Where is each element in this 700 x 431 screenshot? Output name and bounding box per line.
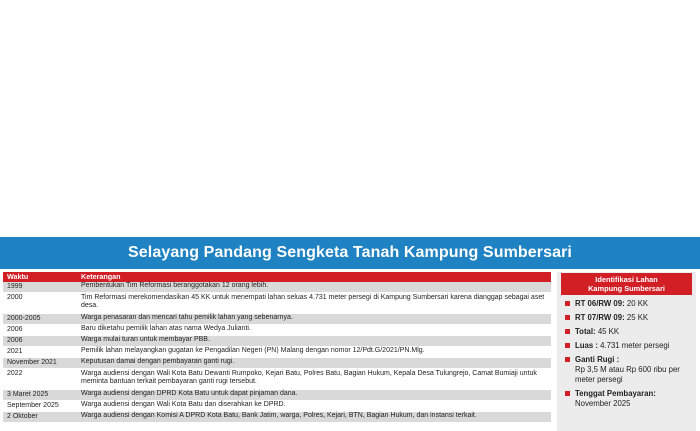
timeline-row — [3, 347, 551, 358]
row-text: Pembentukan Tim Reformasi beranggotakan 12 orang lebih. — [81, 282, 269, 289]
panel-heading-line1: Identifikasi Lahan — [595, 275, 658, 284]
timeline-header — [3, 272, 551, 282]
row-date: 2021 — [7, 348, 23, 355]
panel-item-rt07 — [557, 313, 696, 323]
timeline-row — [3, 325, 551, 336]
panel-item-luas — [557, 341, 696, 351]
item-value: 25 KK — [624, 313, 649, 322]
red-square-bullet-icon — [565, 391, 570, 396]
row-text: Tim Reformasi merekomendasikan 45 KK untuk menempati lahan seluas 4.731 meter persegi di Kampung Sumbersari karena dianggap sebagai aset desa. — [81, 294, 545, 310]
infographic-title-banner — [0, 237, 700, 269]
timeline-row — [3, 314, 551, 325]
item-label: Tenggat Pembayaran: — [575, 389, 656, 398]
row-date: November 2021 — [7, 359, 57, 366]
item-value: Rp 3,5 M atau Rp 600 ribu per meter persegi — [575, 365, 680, 384]
panel-item-tenggat — [557, 389, 696, 409]
timeline-row — [3, 401, 551, 412]
red-square-bullet-icon — [565, 357, 570, 362]
panel-heading-line2: Kampung Sumbersari — [588, 284, 665, 293]
item-value: 45 KK — [595, 327, 620, 336]
row-text: Warga audiensi dengan Wali Kota Batu Dewanti Rumpoko, Kejari Batu, Polres Batu, Bagian Hukum, Kepala Desa Tulungrejo, Camat Bumiaji untuk meminta bantuan terkait pembayaran ganti rugi tersebut. — [81, 370, 537, 386]
infographic-body — [0, 269, 700, 431]
row-date: September 2025 — [7, 402, 59, 409]
item-value: 4.731 meter persegi — [597, 341, 670, 350]
row-text: Warga audiensi dengan DPRD Kota Batu untuk dapat pinjaman dana. — [81, 390, 298, 397]
infographic-title: Selayang Pandang Sengketa Tanah Kampung Sumbersari — [128, 244, 572, 261]
item-label: Ganti Rugi : — [575, 355, 620, 364]
timeline-row — [3, 369, 551, 390]
row-date: 2006 — [7, 326, 23, 333]
timeline-table — [3, 272, 551, 423]
timeline-row — [3, 412, 551, 423]
row-date: 2022 — [7, 370, 23, 377]
panel-heading — [561, 273, 692, 295]
panel-item-rt06 — [557, 299, 696, 309]
item-value: November 2025 — [575, 399, 631, 408]
red-square-bullet-icon — [565, 343, 570, 348]
header-keterangan: Keterangan — [81, 272, 121, 281]
row-date: 2 Oktober — [7, 413, 38, 420]
row-text: Pemilik lahan melayangkan gugatan ke Pengadilan Negeri (PN) Malang dengan nomor 12/Pdt.G/2021/PN.Mlg. — [81, 347, 425, 354]
panel-item-total — [557, 327, 696, 337]
header-waktu: Waktu — [7, 272, 29, 281]
item-value: 20 KK — [624, 299, 649, 308]
row-text: Warga mulai turan untuk membayar PBB. — [81, 336, 210, 343]
timeline-row — [3, 293, 551, 314]
timeline-row — [3, 390, 551, 401]
row-text: Warga penasaran dan mencari tahu pemilik lahan yang sebenarnya. — [81, 314, 293, 321]
row-text: Keputusan damai dengan pembayaran ganti rugi. — [81, 358, 235, 365]
row-text: Warga audiensi dengan Wali Kota Batu dan diserahkan ke DPRD. — [81, 401, 286, 408]
red-square-bullet-icon — [565, 329, 570, 334]
row-date: 2006 — [7, 337, 23, 344]
red-square-bullet-icon — [565, 315, 570, 320]
panel-item-ganti-rugi — [557, 355, 696, 385]
row-date: 2000 — [7, 294, 23, 301]
land-identification-panel — [557, 272, 696, 431]
item-label: RT 07/RW 09: — [575, 313, 625, 322]
row-date: 1999 — [7, 283, 23, 290]
timeline-row — [3, 282, 551, 293]
timeline-row — [3, 336, 551, 347]
row-text: Baru diketahu pemilik lahan atas nama Wedya Julianti. — [81, 325, 251, 332]
row-text: Warga audiensi dengan Komisi A DPRD Kota Batu, Bank Jatim, warga, Polres, Kejari, BTN, Bagian Hukum, dan instansi terkait. — [81, 412, 477, 419]
row-date: 2000-2005 — [7, 315, 41, 322]
timeline-row — [3, 358, 551, 369]
item-label: Luas : — [575, 341, 598, 350]
item-label: Total: — [575, 327, 596, 336]
row-date: 3 Maret 2025 — [7, 391, 49, 398]
item-label: RT 06/RW 09: — [575, 299, 625, 308]
red-square-bullet-icon — [565, 301, 570, 306]
